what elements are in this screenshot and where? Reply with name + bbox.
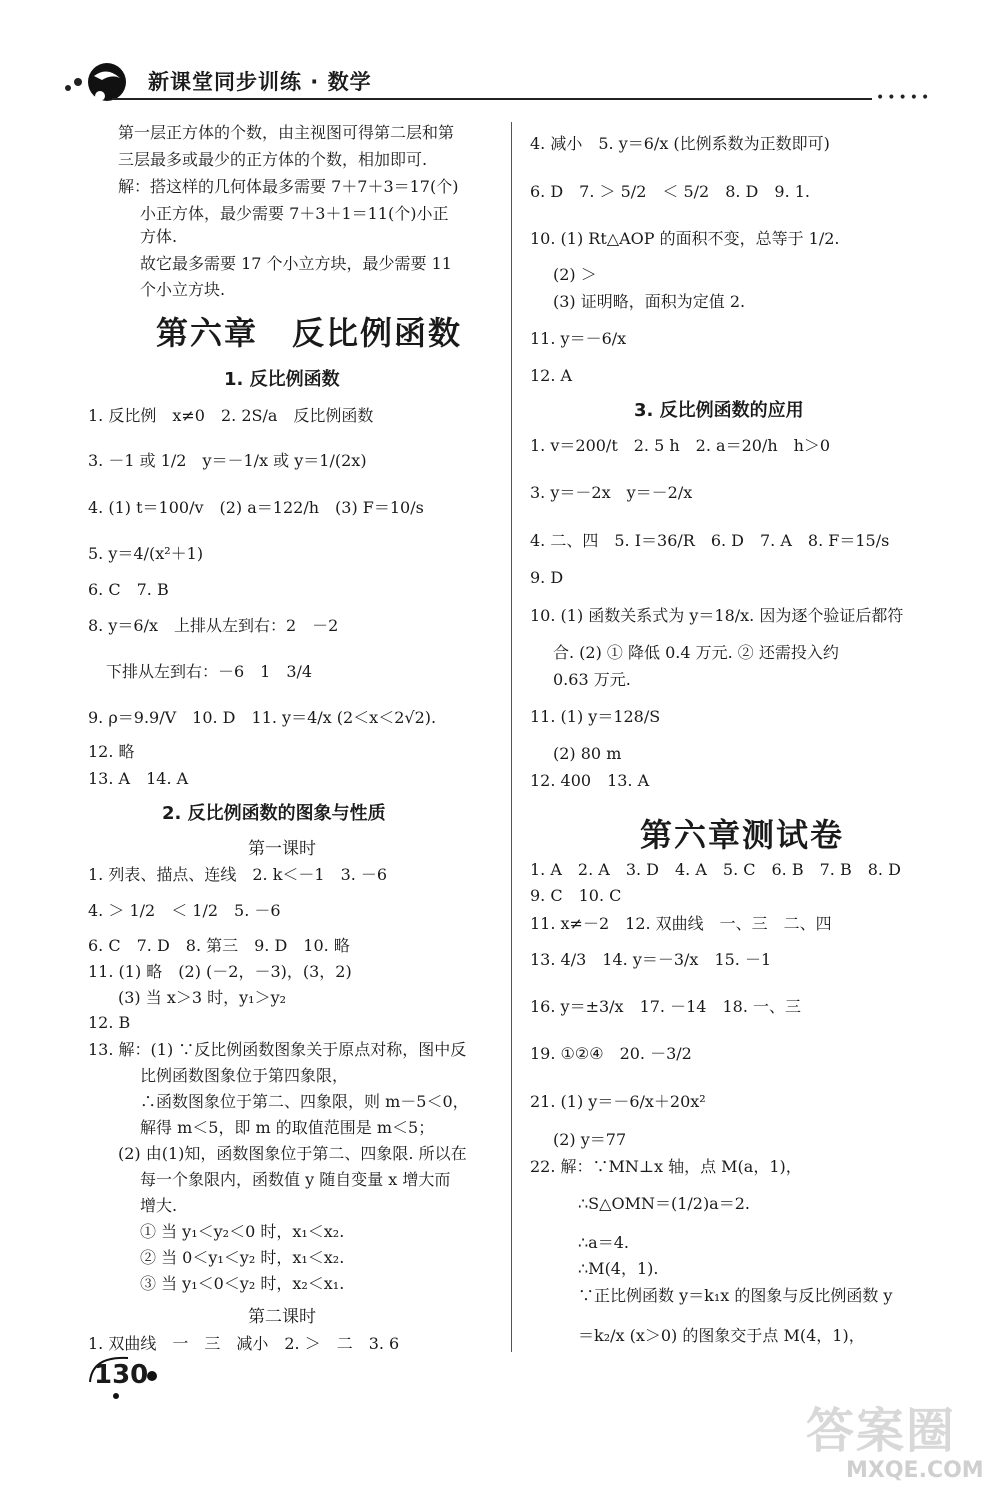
chapter-title: 第六章 反比例函数: [156, 314, 463, 352]
answer-line: 13. A 14. A: [88, 769, 189, 788]
answer-line: ∴S△OMN＝(1/2)a＝2.: [578, 1194, 750, 1213]
lesson-title: 第一课时: [248, 839, 316, 859]
answer-line: 小正方体，最少需要 7＋3＋1＝11(个)小正: [140, 204, 449, 223]
header-rule: [112, 98, 872, 100]
book-logo-icon: [62, 58, 132, 108]
answer-line: (2) ＞: [553, 265, 597, 284]
answer-line: 11. (1) 略 (2) (－2，－3)，(3，2): [88, 962, 352, 981]
answer-line: 0.63 万元.: [553, 670, 631, 689]
lesson-title: 第二课时: [248, 1307, 316, 1327]
watermark-logo: 答案圈: [806, 1403, 957, 1459]
section-title: 1. 反比例函数: [224, 369, 340, 390]
column-divider: [511, 122, 512, 1352]
answer-line: ③ 当 y₁＜0＜y₂ 时，x₂＜x₁.: [140, 1274, 345, 1293]
answer-line: 11. y＝－6/x: [530, 329, 627, 348]
answer-line: 解：搭这样的几何体最多需要 7＋7＋3＝17(个): [118, 177, 459, 196]
answer-line: 4. (1) t＝100/v (2) a＝122/h (3) F＝10/s: [88, 498, 424, 517]
answer-line: 9. C 10. C: [530, 886, 622, 905]
page-number: 130: [94, 1360, 149, 1390]
answer-line: 6. C 7. B: [88, 580, 169, 599]
answer-line: 1. v＝200/t 2. 5 h 2. a＝20/h h＞0: [530, 436, 831, 455]
book-title: 新课堂同步训练 · 数学: [148, 70, 372, 94]
answer-line: 11. x≠－2 12. 双曲线 一、三 二、四: [530, 914, 832, 933]
answer-line: 合. (2) ① 降低 0.4 万元. ② 还需投入约: [553, 643, 839, 662]
answer-line: 个小立方块.: [140, 280, 226, 299]
answer-line: ∴M(4，1).: [578, 1259, 659, 1278]
answer-line: ② 当 0＜y₁＜y₂ 时，x₁＜x₂.: [140, 1248, 345, 1267]
answer-line: 第一层正方体的个数，由主视图可得第二层和第: [118, 123, 455, 142]
answer-line: 16. y＝±3/x 17. －14 18. 一、三: [530, 997, 801, 1016]
answer-line: 6. D 7. ＞ 5/2 ＜ 5/2 8. D 9. 1.: [530, 182, 811, 201]
answer-line: 12. B: [88, 1013, 131, 1032]
answer-line: 1. 列表、描点、连线 2. k＜－1 3. －6: [88, 865, 388, 884]
answer-line: 每一个象限内，函数值 y 随自变量 x 增大而: [140, 1170, 451, 1189]
answer-line: 3. y＝－2x y＝－2/x: [530, 483, 693, 502]
answer-line: ① 当 y₁＜y₂＜0 时，x₁＜x₂.: [140, 1222, 345, 1241]
answer-line: 19. ①②④ 20. －3/2: [530, 1044, 692, 1063]
answer-line: (3) 证明略，面积为定值 2.: [553, 292, 746, 311]
answer-line: 4. ＞ 1/2 ＜ 1/2 5. －6: [88, 901, 281, 920]
answer-line: 故它最多需要 17 个小立方块，最少需要 11: [140, 254, 452, 273]
answer-line: 增大.: [140, 1196, 178, 1215]
answer-line: (3) 当 x＞3 时，y₁＞y₂: [118, 988, 287, 1007]
answer-line: 10. (1) 函数关系式为 y＝18/x. 因为逐个验证后都符: [530, 606, 904, 625]
answer-line: 6. C 7. D 8. 第三 9. D 10. 略: [88, 936, 350, 955]
answer-line: 下排从左到右：－6 1 3/4: [106, 662, 313, 681]
answer-line: 12. A: [530, 366, 573, 385]
watermark-url: MXQE.COM: [846, 1458, 984, 1483]
answer-line: (2) 80 m: [553, 744, 622, 763]
answer-line: (2) y＝77: [553, 1130, 627, 1149]
answer-line: 11. (1) y＝128/S: [530, 707, 661, 726]
answer-line: 5. y＝4/(x²＋1): [88, 544, 204, 563]
answer-line: 13. 解：(1) ∵反比例函数图象关于原点对称，图中反: [88, 1040, 467, 1059]
section-title: 2. 反比例函数的图象与性质: [162, 803, 386, 824]
answer-line: 9. D: [530, 568, 564, 587]
answer-line: 22. 解：∵MN⊥x 轴，点 M(a，1)，: [530, 1157, 802, 1176]
answer-line: ∴函数图象位于第二、四象限，则 m－5＜0，: [140, 1092, 469, 1111]
answer-line: 9. ρ＝9.9/V 10. D 11. y＝4/x (2＜x＜2√2).: [88, 708, 437, 727]
answer-line: 3. －1 或 1/2 y＝－1/x 或 y＝1/(2x): [88, 451, 367, 470]
answer-line: ∴a＝4.: [578, 1233, 629, 1252]
answer-line: 1. 双曲线 一 三 减小 2. ＞ 二 3. 6: [88, 1334, 400, 1353]
answer-line: ∵正比例函数 y＝k₁x 的图象与反比例函数 y: [578, 1286, 893, 1305]
answer-line: 4. 减小 5. y＝6/x (比例系数为正数即可): [530, 134, 830, 153]
answer-line: 21. (1) y＝－6/x＋20x²: [530, 1092, 706, 1111]
header-dots: •••••: [876, 90, 933, 106]
answer-line: 12. 略: [88, 742, 135, 761]
section-title: 3. 反比例函数的应用: [634, 400, 804, 421]
answer-line: 13. 4/3 14. y＝－3/x 15. －1: [530, 950, 772, 969]
answer-line: 1. 反比例 x≠0 2. 2S/a 反比例函数: [88, 406, 374, 425]
answer-line: 12. 400 13. A: [530, 771, 650, 790]
answer-line: 8. y＝6/x 上排从左到右：2 －2: [88, 616, 339, 635]
answer-line: ＝k₂/x (x＞0) 的图象交于点 M(4，1)，: [578, 1326, 865, 1345]
answer-line: 三层最多或最少的正方体的个数，相加即可.: [118, 150, 428, 169]
answer-line: 方体.: [140, 227, 178, 246]
answer-line: 1. A 2. A 3. D 4. A 5. C 6. B 7. B 8. D: [530, 860, 901, 879]
page-header: [0, 0, 1000, 110]
test-title: 第六章测试卷: [640, 816, 845, 854]
answer-line: 4. 二、四 5. I＝36/R 6. D 7. A 8. F＝15/s: [530, 531, 890, 550]
answer-line: (2) 由(1)知，函数图象位于第二、四象限. 所以在: [118, 1144, 467, 1163]
answer-line: 比例函数图象位于第四象限，: [140, 1066, 349, 1085]
answer-line: 解得 m＜5，即 m 的取值范围是 m＜5；: [140, 1118, 435, 1137]
answer-line: 10. (1) Rt△AOP 的面积不变，总等于 1/2.: [530, 229, 840, 248]
